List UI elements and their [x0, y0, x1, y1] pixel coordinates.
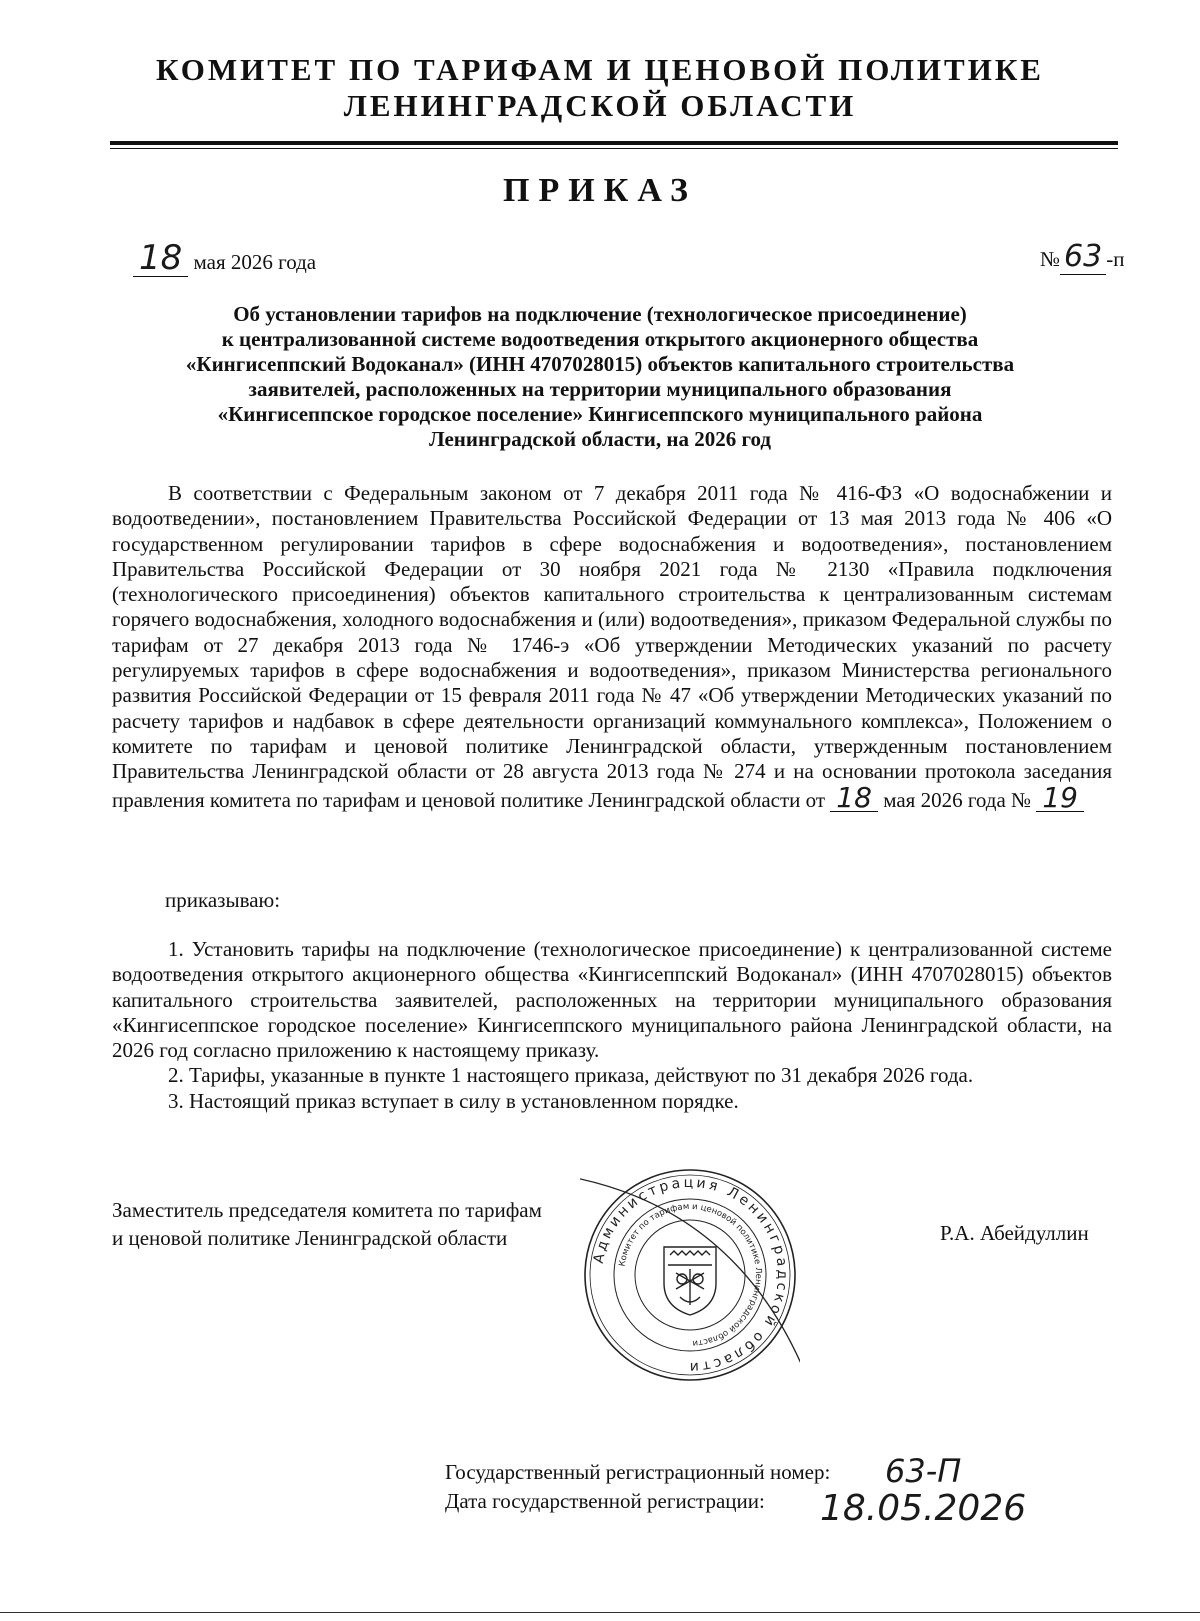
order-item-3: 3. Настоящий приказ вступает в силу в установленном порядке.	[168, 1088, 739, 1113]
order-verb: приказываю:	[165, 888, 281, 912]
order-date	[133, 240, 316, 277]
order-item-2: 2. Тарифы, указанные в пункте 1 настоящего приказа, действуют по 31 декабря 2026 года.	[168, 1063, 974, 1088]
org-name-line1: КОМИТЕТ ПО ТАРИФАМ И ЦЕНОВОЙ ПОЛИТИКЕ	[156, 52, 1044, 87]
protocol-month-year: мая 2026 года №	[883, 787, 1032, 812]
subject-line: Ленинградской области, на 2026 год	[428, 427, 772, 451]
order-subject	[150, 302, 1050, 452]
document-type-title: ПРИКАЗ	[503, 172, 697, 209]
order-items	[112, 937, 1112, 1114]
signatory-name: Р.А. Абейдуллин	[940, 1221, 1089, 1245]
official-seal-stamp	[580, 1165, 800, 1385]
header-rule-thick	[110, 141, 1118, 145]
subject-line: «Кингисеппский Водоканал» (ИНН 4707028015) объектов капитального строительства	[185, 352, 1015, 376]
order-item-1: 1. Установить тарифы на подключение (технологическое присоединение) к централизованной системе водоотведения открытого акционерного общества «Кингисеппский Водоканал» (ИНН 4707028015) объектов капитального строительства заявителей, расположенных на территории муниципального образования «Кингисеппское городское поселение» Кингисеппского муниципального района Ленинградской области, на 2026 год согласно приложению к настоящему приказу.	[112, 937, 1112, 1063]
order-number-value: 63	[1060, 240, 1106, 275]
signatory-position-line1: Заместитель председателя комитета по тарифам	[112, 1198, 542, 1222]
header-rule-thin	[110, 148, 1118, 149]
protocol-day: 18	[830, 785, 878, 812]
order-number-suffix: -п	[1106, 247, 1125, 271]
registration-date-value: 18.05.2026	[820, 1488, 1027, 1529]
scan-edge-line	[0, 1612, 1200, 1613]
organization-header	[0, 52, 1200, 124]
registration-number-label: Государственный регистрационный номер:	[445, 1460, 831, 1484]
protocol-from: от	[805, 787, 826, 812]
order-date-day: 18	[133, 240, 188, 277]
subject-line: заявителей, расположенных на территории муниципального образования	[248, 377, 952, 401]
order-number-prefix: №	[1040, 247, 1061, 271]
legal-basis-paragraph	[112, 481, 1112, 813]
protocol-number: 19	[1036, 785, 1084, 812]
signatory-position-line2: и ценовой политике Ленинградской области	[112, 1226, 508, 1250]
legal-basis-text: В соответствии с Федеральным законом от 7 декабря 2011 года № 416-ФЗ «О водоснабжении и водоотведении», постановлением Правительства Российской Федерации от 13 мая 2013 года № 406 «О государственном регулировании тарифов в сфере водоснабжения и водоотведения», постановлением Правительства Российской Федерации от 30 ноября 2021 года № 2130 «Правила подключения (технологического присоединения) объектов капитального строительства к централизованным системам горячего водоснабжения, холодного водоснабжения и (или) водоотведения», приказом Федеральной службы по тарифам от 27 декабря 2013 года № 1746-э «Об утверждении Методических указаний по расчету регулируемых тарифов в сфере водоснабжения и водоотведения», приказом Министерства регионального развития Российской Федерации от 15 февраля 2011 года № 47 «Об утверждении Методических указаний по расчету тарифов и надбавок в сфере деятельности организаций коммунального комплекса», Положением о комитете по тарифам и ценовой политике Ленинградской области, утвержденным постановлением Правительства Ленинградской области от 28 августа 2013 года № 274 и на основании протокола заседания правления комитета по тарифам и ценовой политике Ленинградской области	[112, 481, 1112, 812]
order-number	[1040, 240, 1124, 275]
subject-line: Об установлении тарифов на подключение (технологическое присоединение)	[233, 302, 967, 326]
seal-inner-text: Комитет по тарифам и ценовой политике Ленинградской области	[617, 1201, 764, 1348]
registration-number-value: 63-П	[885, 1452, 962, 1490]
seal-outer-text: Администрация Ленинградской области	[590, 1174, 791, 1376]
subject-line: к централизованной системе водоотведения открытого акционерного общества	[221, 327, 979, 351]
org-name-line2: ЛЕНИНГРАДСКОЙ ОБЛАСТИ	[343, 88, 857, 123]
seal-coat-of-arms	[664, 1247, 716, 1315]
registration-date-label: Дата государственной регистрации:	[445, 1489, 765, 1513]
subject-line: «Кингисеппское городское поселение» Кингисеппского муниципального района	[217, 402, 983, 426]
order-date-rest: мая 2026 года	[193, 250, 317, 274]
signatory-position	[112, 1196, 542, 1252]
